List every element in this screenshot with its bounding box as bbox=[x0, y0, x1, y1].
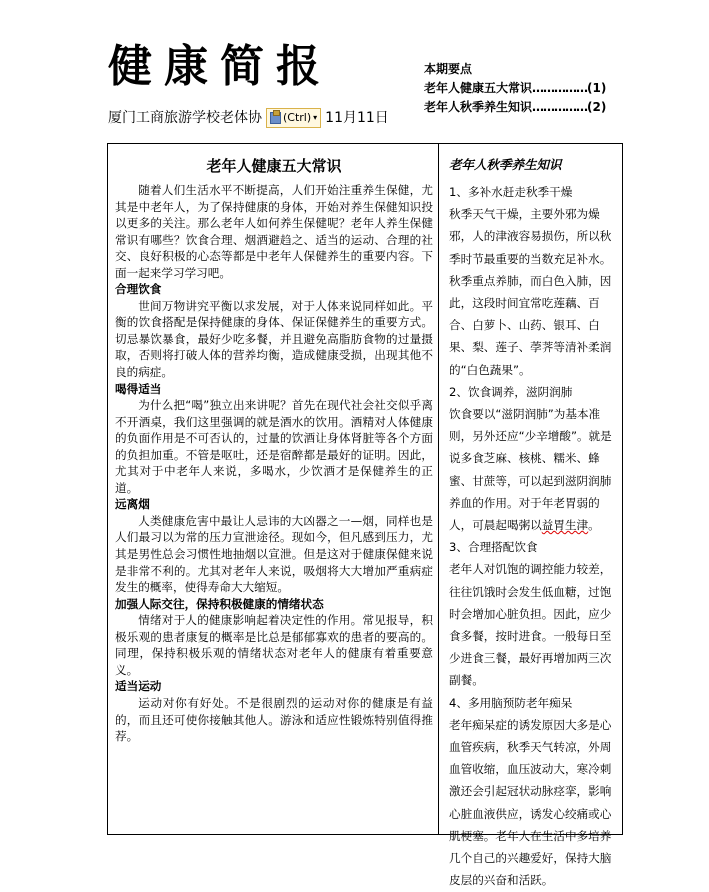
sidebar-section-heading: 4、多用脑预防老年痴呆 bbox=[449, 695, 573, 710]
highlight-leader-dots: …………… bbox=[532, 81, 588, 95]
sidebar-section-body: 秋季天气干燥，主要外邪为燥邪，人的津液容易损伤，所以秋季时节最重要的当数充足补水。秋季重点养肺，而白色入肺，因此，这段时间宜常吃莲藕、百合、白萝卜、山药、银耳、白果、梨、莲子、荸荠等清补柔润的“白色蔬果”。 bbox=[449, 207, 612, 377]
section-body: 运动对你有好处。不是很剧烈的运动对你的健康是有益的，而且还可使你接触其他人。游泳和适应性锻炼特别值得推荐。 bbox=[115, 695, 433, 744]
body-text-end: 。 bbox=[588, 518, 600, 533]
highlights-title: 本期要点 bbox=[424, 62, 473, 76]
section-body: 为什么把“喝”独立出来讲呢？首先在现代社会社交似乎离不开酒桌，我们这里强调的就是酒水的饮用。酒精对人体健康的负面作用是不可否认的，过量的饮酒让身体肾脏等各个方面的负担加重。不管是呕吐，还是宿醉都是最好的证明。因此，尤其对于中老年人来说，多喝水，少饮酒才是保健养生的正道。 bbox=[115, 398, 433, 495]
section-body: 情绪对于人的健康影响起着决定性的作用。常见报导，积极乐观的患者康复的概率是比总是郁郁寡欢的患者的要高的。同理，保持积极乐观的情绪状态对老年人的健康有着重要意义。 bbox=[115, 613, 433, 677]
main-article-intro: 随着人们生活水平不断提高，人们开始注重养生保健，尤其是中老年人，为了保持健康的身体，开始对养生保健知识投以更多的关注。那么老年人如何养生保健呢？老年人养生保健常识有哪些？饮食合理、烟酒避趋之、适当的运动、合理的社交、良好积极的心态等都是中老年人保健养生的重要内容。下面一起来学习学习吧。 bbox=[115, 183, 433, 280]
sidebar-section-heading: 1、多补水赶走秋季干燥 bbox=[449, 185, 573, 199]
main-article-title: 老年人健康五大常识 bbox=[206, 157, 342, 175]
spellcheck-flagged-text[interactable]: 益胃生津 bbox=[541, 518, 589, 533]
sidebar-section-body: 老年人对饥饱的调控能力较差，往往饥饿时会发生低血糖，过饱时会增加心脏负担。因此，应少食多餐，按时进食。一般每日至少进食三餐，最好再增加两三次副餐。 bbox=[449, 562, 612, 688]
highlight-item bbox=[424, 79, 624, 98]
issue-date: 11月11日 bbox=[325, 110, 389, 126]
section-body: 世间万物讲究平衡以求发展，对于人体来说同样如此。平衡的饮食搭配是保持健康的身体、保证保健养生的重要方式。切忌暴饮暴食，最好少吃多餐，并且避免高脂肪食物的过量摄取，否则将打破人体的营养均衡，造成健康受损，出现其他不良的病症。 bbox=[115, 298, 433, 380]
highlight-text: 老年人秋季养生知识 bbox=[424, 100, 533, 114]
column-divider bbox=[438, 143, 439, 835]
main-article bbox=[115, 152, 433, 745]
masthead-title: 健康简报 bbox=[108, 41, 332, 92]
highlight-leader-dots: …………… bbox=[532, 100, 588, 114]
section-body: 人类健康危害中最让人忌讳的大凶器之一—烟，同样也是人们最习以为常的压力宣泄途径。现如今，但凡感到压力，尤其是男性总会习惯性地抽烟以宣泄。但是这对于健康保健来说是非常不利的。尤其对老年人来说，吸烟将大大增加严重病症发生的概率，使得寿命大大缩短。 bbox=[115, 513, 433, 595]
sidebar-section-body bbox=[449, 403, 619, 536]
paste-ctrl-label: (Ctrl) bbox=[283, 111, 312, 124]
body-text: 饮食要以“滋阴润肺”为基本准则，另外还应“少辛增酸”。就是说多食芝麻、核桃、糯米、蜂蜜、甘蔗等，可以起到滋阴润肺养血的作用。对于年老胃弱的人，可晨起喝粥以 bbox=[449, 407, 612, 533]
sidebar-section-body: 老年痴呆症的诱发原因大多是心血管疾病，秋季天气转凉，外周血管收缩，血压波动大，寒冷刺激还会引起冠状动脉痉挛，影响心脏血液供应，诱发心绞痛或心肌梗塞。老年人在生活中多培养几个自己的兴趣爱好，保持大脑皮层的兴奋和活跃。 bbox=[449, 717, 612, 888]
section-heading: 适当运动 bbox=[115, 679, 162, 694]
sidebar-article-title: 老年人秋季养生知识 bbox=[449, 157, 562, 172]
paste-options-button[interactable] bbox=[266, 108, 321, 128]
highlight-item bbox=[424, 98, 624, 117]
highlight-text: 老年人健康五大常识 bbox=[424, 81, 533, 95]
issue-highlights bbox=[424, 60, 624, 117]
chevron-down-icon: ▾ bbox=[313, 113, 318, 122]
highlight-page: (1) bbox=[587, 81, 607, 95]
sidebar-section-heading: 3、合理搭配饮食 bbox=[449, 540, 538, 555]
sidebar-section-heading: 2、饮食调养，滋阴润肺 bbox=[449, 384, 573, 399]
clipboard-icon bbox=[270, 112, 281, 124]
section-heading: 加强人际交往，保持积极健康的情绪状态 bbox=[115, 596, 324, 611]
sidebar-article bbox=[449, 152, 619, 892]
organization-name: 厦门工商旅游学校老体协 bbox=[108, 110, 262, 126]
section-heading: 喝得适当 bbox=[115, 381, 162, 396]
highlight-page: (2) bbox=[587, 100, 607, 114]
section-heading: 合理饮食 bbox=[115, 282, 162, 297]
issue-line bbox=[108, 108, 389, 128]
section-heading: 远离烟 bbox=[115, 497, 150, 512]
